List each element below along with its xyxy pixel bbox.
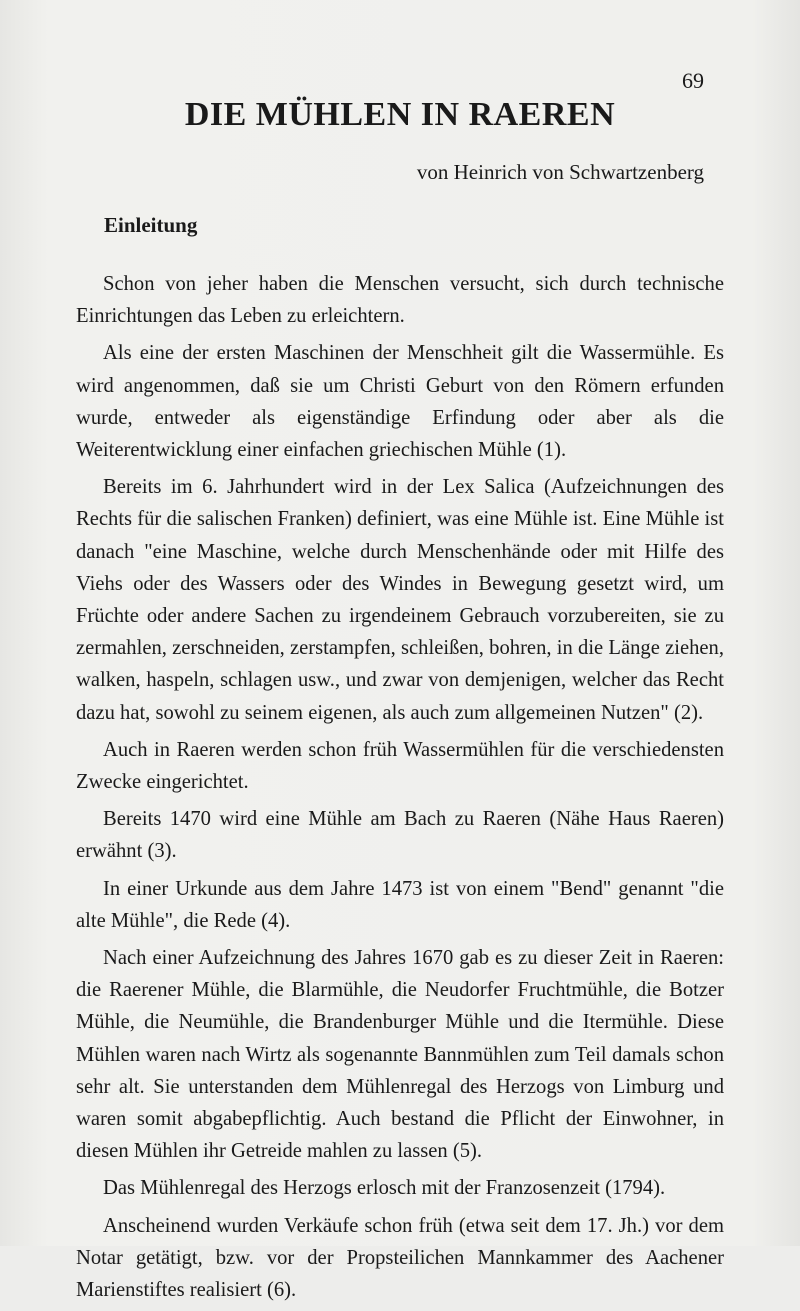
paragraph: Schon von jeher haben die Menschen versucht, sich durch technische Einrichtungen das Leben zu erleichtern. <box>76 273 724 328</box>
paragraph: In einer Urkunde aus dem Jahre 1473 ist von einem "Bend" genannt "die alte Mühle", die Rede (4). <box>76 877 724 932</box>
body-text <box>76 268 724 1311</box>
page-number: 69 <box>682 68 704 93</box>
paragraph: Als eine der ersten Maschinen der Menschheit gilt die Wassermühle. Es wird angenommen, daß sie um Christi Geburt von den Römern erfunden wurde, entweder als eigenständige Erfindung oder aber als die Weiterentwicklung einer einfachen griechischen Mühle (1). <box>76 342 724 462</box>
article-title: DIE MÜHLEN IN RAEREN <box>184 96 616 133</box>
author-byline: von Heinrich von Schwartzenberg <box>416 160 704 184</box>
paragraph: Das Mühlenregal des Herzogs erlosch mit der Franzosenzeit (1794). <box>103 1177 666 1200</box>
paragraph: Auch in Raeren werden schon früh Wassermühlen für die verschiedensten Zwecke eingerichtet. <box>76 738 724 794</box>
paragraph: Nach einer Aufzeichnung des Jahres 1670 gab es zu dieser Zeit in Raeren: die Raerener Mühle, die Blarmühle, die Neudorfer Fruchtmühle, die Botzer Mühle, die Neumühle, die Brandenburger Mühle und die Itermühle. Diese Mühlen waren nach Wirtz als sogenannte Bannmühlen zum Teil damals schon sehr alt. Sie unterstanden dem Mühlenregal des Herzogs von Limburg und waren somit abgabepflichtig. Auch bestand die Pflicht der Einwohner, in diesen Mühlen ihr Getreide mahlen zu lassen (5). <box>76 947 724 1163</box>
paragraph: Bereits im 6. Jahrhundert wird in der Lex Salica (Aufzeichnungen des Rechts für die salischen Franken) definiert, was eine Mühle ist. Eine Mühle ist danach "eine Maschine, welche durch Menschenhände oder mit Hilfe des Viehs oder des Wassers oder des Windes in Bewegung gesetzt wird, um Früchte oder andere Sachen zu irgendeinem Gebrauch vorzubereiten, sie zu zermahlen, zerschneiden, zerstampfen, schleißen, bohren, in die Länge ziehen, walken, haspeln, schlagen usw., und zwar von demjenigen, welcher das Recht dazu hat, sowohl zu seinem eigenen, als auch zum allgemeinen Nutzen" (2). <box>76 476 724 724</box>
paragraph: Bereits 1470 wird eine Mühle am Bach zu Raeren (Nähe Haus Raeren) erwähnt (3). <box>76 808 724 863</box>
section-heading: Einleitung <box>104 213 198 237</box>
paragraph: Anscheinend wurden Verkäufe schon früh (etwa seit dem 17. Jh.) vor dem Notar getätigt, bzw. vor der Propsteilichen Mannkammer des Aachener Marienstiftes realisiert (6). <box>76 1214 724 1302</box>
